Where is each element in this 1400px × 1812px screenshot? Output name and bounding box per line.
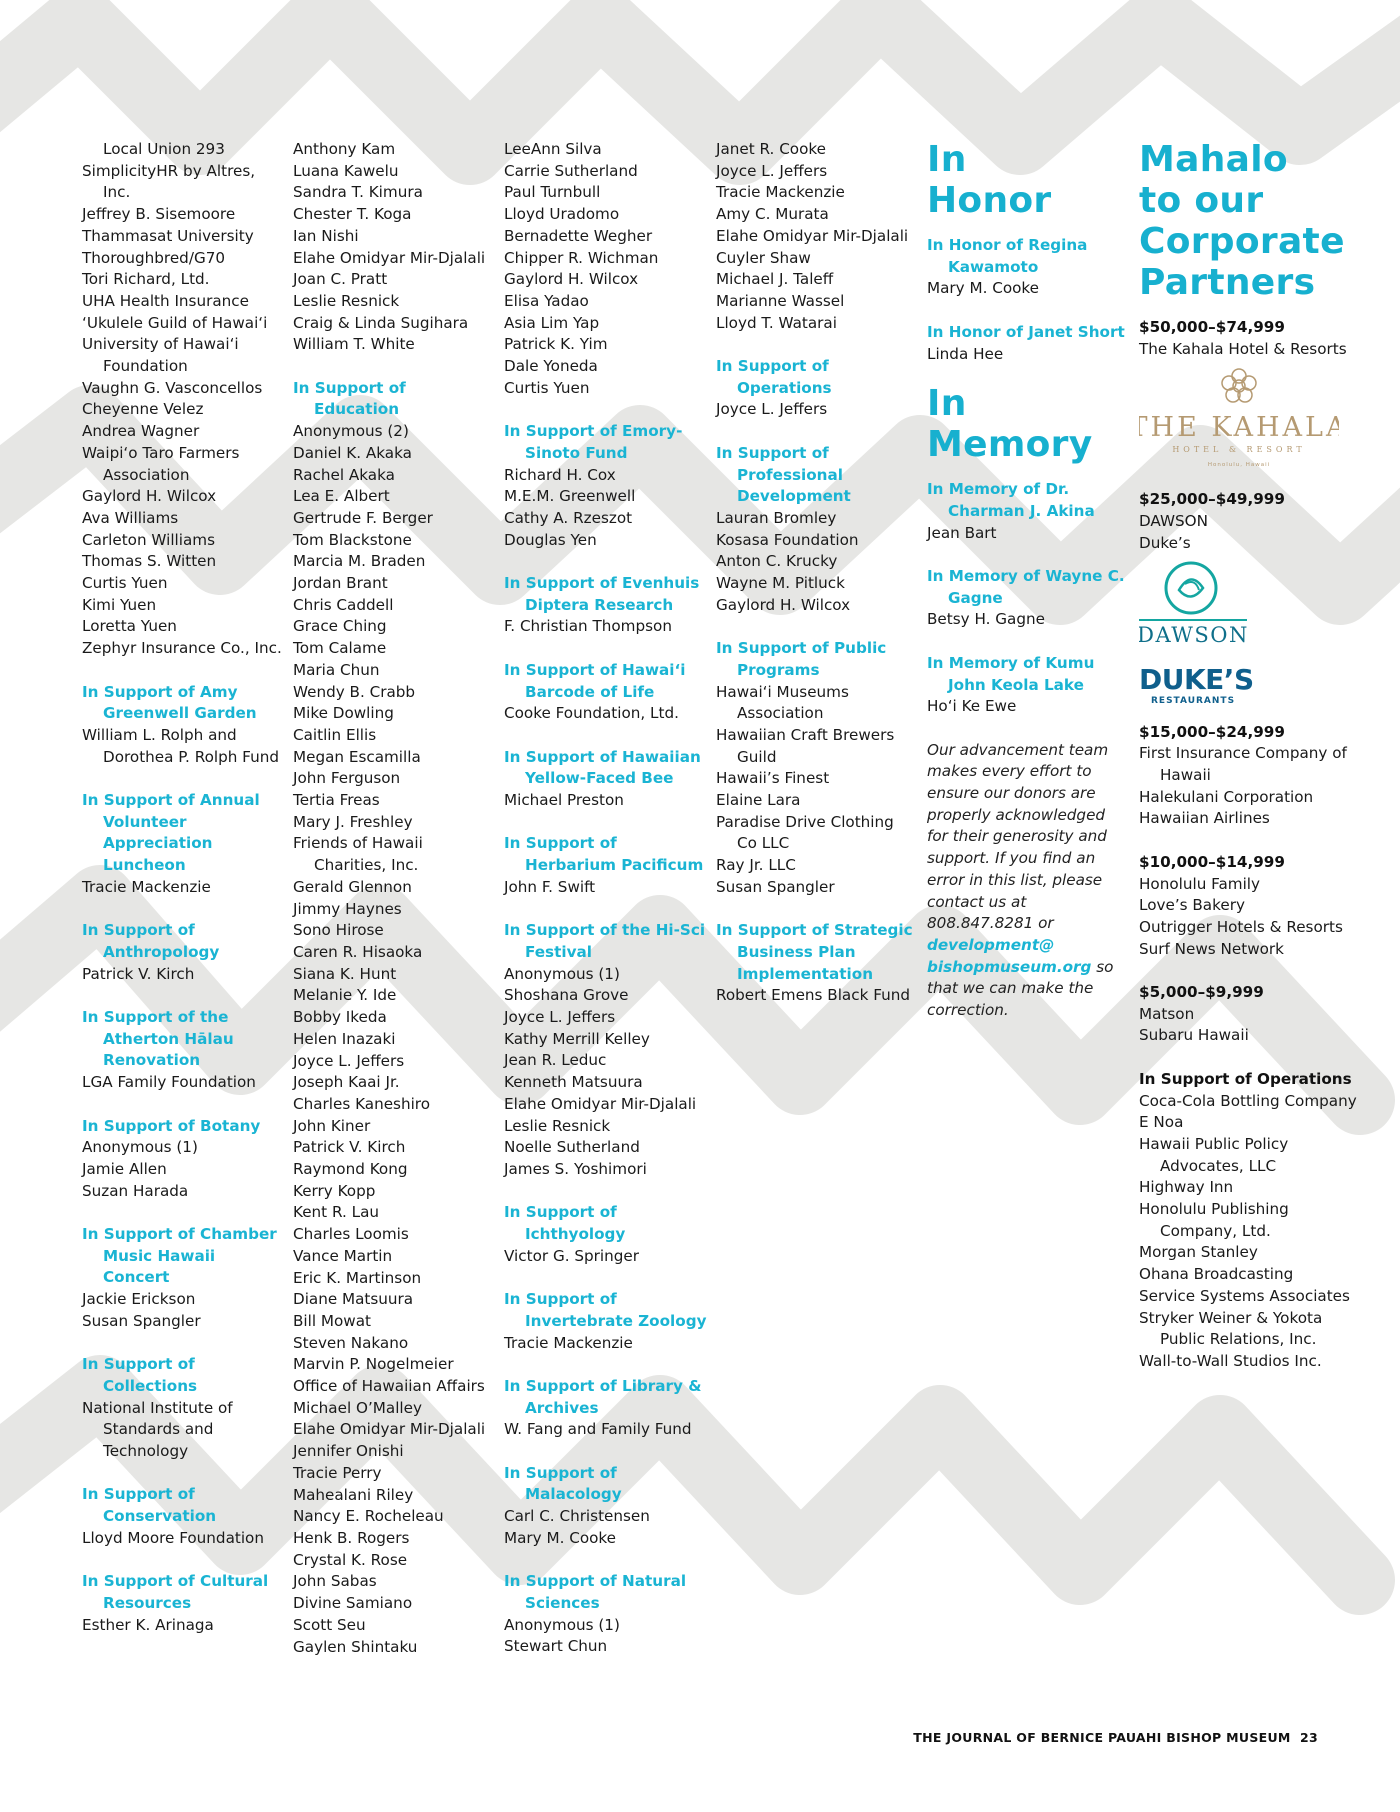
tier3-list [1139,743,1369,830]
donor-name: Gerald Glennon [293,877,412,896]
donor-name: Gertrude F. Berger [293,508,433,527]
donor-name: UHA Health Insurance [82,291,249,310]
page-footer [0,1730,1318,1745]
donor-name: Daniel K. Akaka [293,443,412,462]
section-heading: In Support of Hawai‘i Barcode of Life [504,660,686,701]
donor-column-4 [716,139,916,1007]
partner-name: Honolulu Family [1139,874,1261,893]
donor-name: William L. Rolph and Dorothea P. Rolph Fund [82,725,279,766]
page-number: 23 [1300,1730,1318,1745]
partner-name: The Kahala Hotel & Resorts [1139,339,1347,358]
donor-name: Douglas Yen [504,530,597,549]
donor-name: Megan Escamilla [293,747,421,766]
donor-name: ‘Ukulele Guild of Hawai‘i [82,313,268,332]
donor-name: Cooke Foundation, Ltd. [504,704,679,723]
donor-name: Bill Mowat [293,1311,371,1330]
donor-name: Stewart Chun [504,1637,608,1656]
donor-name: Cuyler Shaw [716,248,811,267]
partner-name: Matson [1139,1004,1195,1023]
partner-name: Love’s Bakery [1139,896,1245,915]
donor-name: Luana Kawelu [293,161,399,180]
donor-name: Tom Blackstone [293,530,412,549]
donor-name: Jean Bart [927,523,997,542]
donor-name: Craig & Linda Sugihara [293,313,469,332]
donor-name: Dale Yoneda [504,357,598,376]
donor-name: James S. Yoshimori [504,1159,647,1178]
tier1-list [1139,339,1369,361]
donor-name: Amy C. Murata [716,205,829,224]
partner-name: Coca-Cola Bottling Company [1139,1091,1357,1110]
donor-name: Siana K. Hunt [293,964,397,983]
section-heading: In Support of Professional Development [716,443,851,506]
partner-name: DAWSON [1139,511,1208,530]
donor-name: Nancy E. Rocheleau [293,1507,444,1526]
donor-name: University of Hawai‘i Foundation [82,335,239,376]
donor-name: Wayne M. Pitluck [716,574,845,593]
journal-title: THE JOURNAL OF BERNICE PAUAHI BISHOP MUSEUM [913,1730,1291,1745]
donor-name: Jamie Allen [82,1159,167,1178]
donor-name: Charles Kaneshiro [293,1094,431,1113]
spacer [504,1441,709,1463]
donor-name: Patrick V. Kirch [82,964,195,983]
donor-name: Anton C. Krucky [716,552,838,571]
spacer [927,631,1127,653]
donor-name: LeeAnn Silva [504,140,602,158]
donor-name: Carrie Sutherland [504,161,638,180]
partner-name: Stryker Weiner & Yokota Public Relations, Inc. [1139,1308,1323,1349]
spacer [504,1181,709,1203]
corporate-partners-title: Mahalo to our Corporate Partners [1139,139,1345,303]
donor-name: Hawai‘i Museums Association [716,682,849,723]
donor-name: Elahe Omidyar Mir-Djalali [293,1420,486,1439]
donor-name: Scott Seu [293,1615,366,1634]
donor-name: Lloyd T. Watarai [716,313,837,332]
donor-name: Curtis Yuen [504,378,590,397]
spacer [82,1463,282,1485]
section-heading: In Support of Library & Archives [504,1376,702,1417]
donor-name: Friends of Hawaii Charities, Inc. [293,834,423,875]
donor-name: Mike Dowling [293,704,394,723]
section-heading: In Support of Public Programs [716,639,887,679]
donor-name: John F. Swift [504,877,596,896]
in-memory-title: In Memory [927,383,1093,466]
donor-name: Leslie Resnick [293,291,400,310]
donor-name: Caitlin Ellis [293,725,377,744]
donor-name: Anonymous (1) [82,1138,198,1157]
section-heading: In Support of Education [293,378,406,419]
spacer [293,356,493,378]
donor-column-3 [504,139,709,1658]
operations-list [1139,1091,1369,1373]
donor-name: Kenneth Matsuura [504,1073,643,1092]
section-heading: In Support of Collections [82,1355,198,1395]
donor-name: John Sabas [293,1572,377,1591]
section-heading: In Support of the Atherton Hālau Renovation [82,1008,234,1070]
donor-name: Cathy A. Rzeszot [504,508,633,527]
partner-name: Halekulani Corporation [1139,787,1314,806]
dukes-logo-wordmark: DUKE’S [1139,662,1254,696]
donor-name: Helen Inazaki [293,1029,396,1048]
memory-list [927,479,1127,718]
section-heading: In Support of Invertebrate Zoology [504,1290,707,1330]
donor-name: Anonymous (1) [504,964,620,983]
donor-name: Wendy B. Crabb [293,682,416,701]
donor-name: Joyce L. Jeffers [293,1051,405,1070]
section-heading: In Support of Botany [82,1116,261,1135]
dukes-logo-mark [1139,661,1259,707]
donor-name: Crystal K. Rose [293,1550,408,1569]
donor-name: Anthony Kam [293,140,396,158]
section-heading: In Support of Emory-Sinoto Fund [504,422,683,462]
section-heading: In Support of Conservation [82,1485,217,1526]
donor-name: Thoroughbred/G70 [82,248,226,267]
donor-name: Kerry Kopp [293,1181,376,1200]
section-heading: In Memory of Wayne C. Gagne [927,567,1125,607]
partner-name: Outrigger Hotels & Resorts [1139,917,1343,936]
donor-name: Elisa Yadao [504,291,589,310]
donor-name: Lea E. Albert [293,487,390,506]
section-heading: In Support of Hawaiian Yellow-Faced Bee [504,747,701,788]
partner-name: Service Systems Associates [1139,1286,1350,1305]
donor-name: Thammasat University [82,226,254,245]
donor-name: Susan Spangler [716,877,835,896]
donor-name: Mary M. Cooke [504,1528,617,1547]
donor-name: Jean R. Leduc [504,1051,607,1070]
donor-name: Linda Hee [927,344,1004,363]
section-heading: In Honor of Janet Short [927,322,1125,341]
donor-name: Tom Calame [293,639,387,658]
partner-name: Hawaiian Airlines [1139,809,1270,828]
donor-name: F. Christian Thompson [504,617,672,636]
donor-name: William T. White [293,335,415,354]
donor-name: Kimi Yuen [82,595,157,614]
donor-name: Zephyr Insurance Co., Inc. [82,639,282,658]
dawson-logo-wordmark: DAWSON [1139,623,1249,647]
tier2-list [1139,511,1369,554]
spacer [504,1354,709,1376]
tier-heading: $50,000–$74,999 [1139,318,1285,336]
donor-name: Suzan Harada [82,1181,189,1200]
donor-name: Charles Loomis [293,1225,409,1244]
donor-name: Jennifer Onishi [293,1442,404,1461]
development-email-link[interactable]: development@ bishopmuseum.org [927,935,1092,976]
donor-name: Kosasa Foundation [716,530,859,549]
donor-name: Jeffrey B. Sisemoore [82,205,236,224]
donor-name: Diane Matsuura [293,1290,414,1309]
kahala-logo-wordmark: THE KAHALA [1139,412,1339,444]
spacer [82,1333,282,1355]
tier-heading: $25,000–$49,999 [1139,490,1285,509]
svg-text:HOTEL & RESORT: HOTEL & RESORT [1172,445,1306,455]
spacer [504,1550,709,1572]
section-heading: In Support of Annual Volunteer Appreciation Luncheon [82,791,260,875]
spacer [504,551,709,573]
donor-name: Joyce L. Jeffers [504,1008,616,1027]
dawson-logo [1139,560,1369,653]
donor-name: Tracie Mackenzie [82,877,211,896]
kahala-flower-icon [1139,366,1339,474]
donor-name: Hawaiian Craft Brewers Guild [716,725,895,766]
donor-name: Ray Jr. LLC [716,856,796,875]
donor-name: Joseph Kaai Jr. [293,1073,400,1092]
donor-name: Elahe Omidyar Mir-Djalali [716,226,909,245]
donor-name: Office of Hawaiian Affairs [293,1377,485,1396]
donor-name: Marvin P. Nogelmeier [293,1355,454,1374]
donor-name: Gaylen Shintaku [293,1637,418,1656]
donor-name: Michael Preston [504,791,624,810]
donor-name: Henk B. Rogers [293,1528,410,1547]
spacer [927,544,1127,566]
tier-heading: $5,000–$9,999 [1139,983,1264,1002]
svg-text:RESTAURANTS: RESTAURANTS [1151,695,1236,706]
donor-name: Susan Spangler [82,1311,201,1330]
spacer [82,1202,282,1224]
donor-name: Jimmy Haynes [293,899,402,918]
section-heading: In Support of Evenhuis Diptera Research [504,574,700,614]
section-heading: In Honor of Regina Kawamoto [927,236,1088,276]
donor-name: SimplicityHR by Altres, Inc. [82,161,256,202]
donor-name: Mary J. Freshley [293,812,413,831]
kahala-logo [1139,366,1369,481]
donor-name: Carleton Williams [82,530,215,549]
donor-name: M.E.M. Greenwell [504,487,636,506]
tier5-list [1139,1004,1369,1047]
donor-name: Joan C. Pratt [293,270,388,289]
donor-name: Paul Turnbull [504,183,601,202]
donor-name: Gaylord H. Wilcox [716,595,851,614]
section-heading: In Support of Natural Sciences [504,1572,687,1612]
donor-name: Curtis Yuen [82,574,168,593]
section-heading: In Memory of Kumu John Keola Lake [927,653,1095,694]
donor-name: Tertia Freas [293,791,380,810]
donor-name: Lloyd Uradomo [504,205,620,224]
corporate-partners-column [1139,139,1369,1373]
section-heading: In Support of Ichthyology [504,1203,626,1244]
spacer [504,725,709,747]
donor-name: Maria Chun [293,660,380,679]
donor-name: Michael O’Malley [293,1398,422,1417]
donor-name: Elaine Lara [716,791,801,810]
donor-name: Grace Ching [293,617,387,636]
spacer [504,812,709,834]
spacer [716,334,916,356]
correction-note: Our advancement team makes every effort to ensure our donors are properly acknowledged for their generosity and support. If you find an error in this list, please contact us at 808.847.8281 or development@ bishopmuseum.org so that we can make the correction. [927,740,1114,1020]
donor-name: Ho‘i Ke Ewe [927,697,1017,716]
donor-name: Richard H. Cox [504,465,616,484]
donor-name: Chris Caddell [293,595,394,614]
donor-name: Mahealani Riley [293,1485,414,1504]
donor-name: Waipi‘o Taro Farmers Association [82,443,240,484]
donor-name: Victor G. Springer [504,1246,639,1265]
donor-name: Lloyd Moore Foundation [82,1528,264,1547]
section-heading: In Support of Strategic Business Plan Implementation [716,921,913,983]
spacer [504,399,709,421]
partner-name: Wall-to-Wall Studios Inc. [1139,1351,1322,1370]
dawson-emblem-icon [1139,560,1259,646]
donor-name: Gaylord H. Wilcox [82,487,217,506]
svg-text:Honolulu, Hawaii: Honolulu, Hawaii [1207,462,1271,469]
donor-name: Elahe Omidyar Mir-Djalali [293,248,486,267]
partner-name: Hawaii Public Policy Advocates, LLC [1139,1134,1289,1175]
donor-name: Eric K. Martinson [293,1268,422,1287]
partner-name: Morgan Stanley [1139,1243,1258,1262]
spacer [82,1550,282,1572]
donor-name: Tori Richard, Ltd. [82,270,210,289]
donor-column-1 [82,139,282,1636]
honor-memory-column [927,139,1127,1022]
donor-name: Leslie Resnick [504,1116,611,1135]
spacer [82,1094,282,1116]
donor-name: Esther K. Arinaga [82,1615,214,1634]
donor-name: Carl C. Christensen [504,1507,650,1526]
spacer [82,985,282,1007]
donor-name: John Ferguson [293,769,401,788]
spacer [82,768,282,790]
honor-list [927,235,1127,365]
donor-name: Ian Nishi [293,226,359,245]
donor-name: Lauran Bromley [716,508,837,527]
donor-name: Anonymous (1) [504,1615,620,1634]
donor-name: Asia Lim Yap [504,313,600,332]
partner-name: Duke’s [1139,533,1191,552]
donor-name: Divine Samiano [293,1594,413,1613]
partner-name: First Insurance Company of Hawaii [1139,744,1347,785]
donor-name: National Institute of Standards and Technology [82,1398,233,1461]
spacer [716,616,916,638]
donor-name: Cheyenne Velez [82,400,204,419]
spacer [504,638,709,660]
partner-name: Honolulu Publishing Company, Ltd. [1139,1200,1289,1240]
donor-name: Chipper R. Wichman [504,248,659,267]
donor-name: Sandra T. Kimura [293,183,423,202]
donor-name: Michael J. Taleff [716,270,834,289]
in-honor-title: In Honor [927,139,1052,221]
donor-name: LGA Family Foundation [82,1073,256,1092]
spacer [504,899,709,921]
donor-name: Shoshana Grove [504,986,629,1005]
donor-name: Steven Nakano [293,1333,409,1352]
donor-name: Noelle Sutherland [504,1138,640,1157]
donor-name: Loretta Yuen [82,617,177,636]
donor-name: Elahe Omidyar Mir-Djalali [504,1094,697,1113]
spacer [82,660,282,682]
donor-name: Anonymous (2) [293,422,409,441]
section-heading: In Support of Chamber Music Hawaii Concert [82,1225,277,1287]
spacer [927,300,1127,322]
donor-name: Vaughn G. Vasconcellos [82,378,263,397]
donor-name: Andrea Wagner [82,422,200,441]
donor-name: Tracie Perry [293,1463,382,1482]
donor-name: Mary M. Cooke [927,279,1040,298]
donor-name: Betsy H. Gagne [927,610,1045,629]
donor-name: Robert Emens Black Fund [716,986,910,1005]
donor-name: Thomas S. Witten [82,552,217,571]
donor-name: Gaylord H. Wilcox [504,270,639,289]
donor-name: Patrick V. Kirch [293,1138,406,1157]
donor-name: Rachel Akaka [293,465,395,484]
tier-heading: $10,000–$14,999 [1139,852,1285,871]
donor-name: W. Fang and Family Fund [504,1420,692,1439]
donor-name: Kent R. Lau [293,1203,380,1222]
section-heading: In Support of Herbarium Pacificum [504,834,704,875]
donor-name: Vance Martin [293,1246,393,1265]
donor-name: Bernadette Wegher [504,226,653,245]
section-heading: In Memory of Dr. Charman J. Akina [927,480,1095,520]
donor-name: Local Union 293 [103,140,225,158]
operations-heading: In Support of Operations [1139,1069,1352,1088]
tier4-list [1139,874,1369,961]
donor-name: Caren R. Hisaoka [293,943,423,961]
donor-name: Bobby Ikeda [293,1008,387,1027]
donor-name: Chester T. Koga [293,205,412,224]
donor-name: Jackie Erickson [82,1290,196,1309]
dukes-logo [1139,661,1369,714]
section-heading: In Support of Operations [716,357,832,397]
donor-name: Joyce L. Jeffers [716,161,828,180]
donor-name: Raymond Kong [293,1160,408,1179]
spacer [716,899,916,921]
partner-name: Highway Inn [1139,1178,1234,1197]
partner-name: Ohana Broadcasting [1139,1265,1294,1284]
section-heading: In Support of Cultural Resources [82,1572,269,1612]
partner-name: Subaru Hawaii [1139,1026,1249,1045]
donor-name: Janet R. Cooke [716,140,826,158]
donor-name: Ava Williams [82,508,179,527]
partner-name: Surf News Network [1139,939,1284,958]
donor-name: Kathy Merrill Kelley [504,1029,650,1048]
donor-name: Sono Hirose [293,921,384,940]
tier-heading: $15,000–$24,999 [1139,722,1285,741]
donor-name: Marianne Wassel [716,291,845,310]
donor-name: Jordan Brant [293,574,388,593]
donor-name: Melanie Y. Ide [293,986,397,1005]
donor-name: Tracie Mackenzie [504,1333,633,1352]
section-heading: In Support of Malacology [504,1463,622,1504]
section-heading: In Support of the Hi-Sci Festival [504,921,706,961]
donor-name: John Kiner [293,1116,371,1135]
partner-name: E Noa [1139,1113,1184,1132]
donor-name: Joyce L. Jeffers [716,400,828,419]
donor-name: Paradise Drive Clothing Co LLC [716,812,894,853]
section-heading: In Support of Amy Greenwell Garden [82,682,257,723]
donor-name: Tracie Mackenzie [716,183,845,202]
donor-name: Hawaii’s Finest [716,769,830,788]
donor-name: Marcia M. Braden [293,552,426,571]
spacer [82,899,282,921]
spacer [716,421,916,443]
spacer [504,1267,709,1289]
donor-name: Patrick K. Yim [504,335,608,354]
donor-column-2 [293,139,493,1658]
section-heading: In Support of Anthropology [82,921,220,961]
